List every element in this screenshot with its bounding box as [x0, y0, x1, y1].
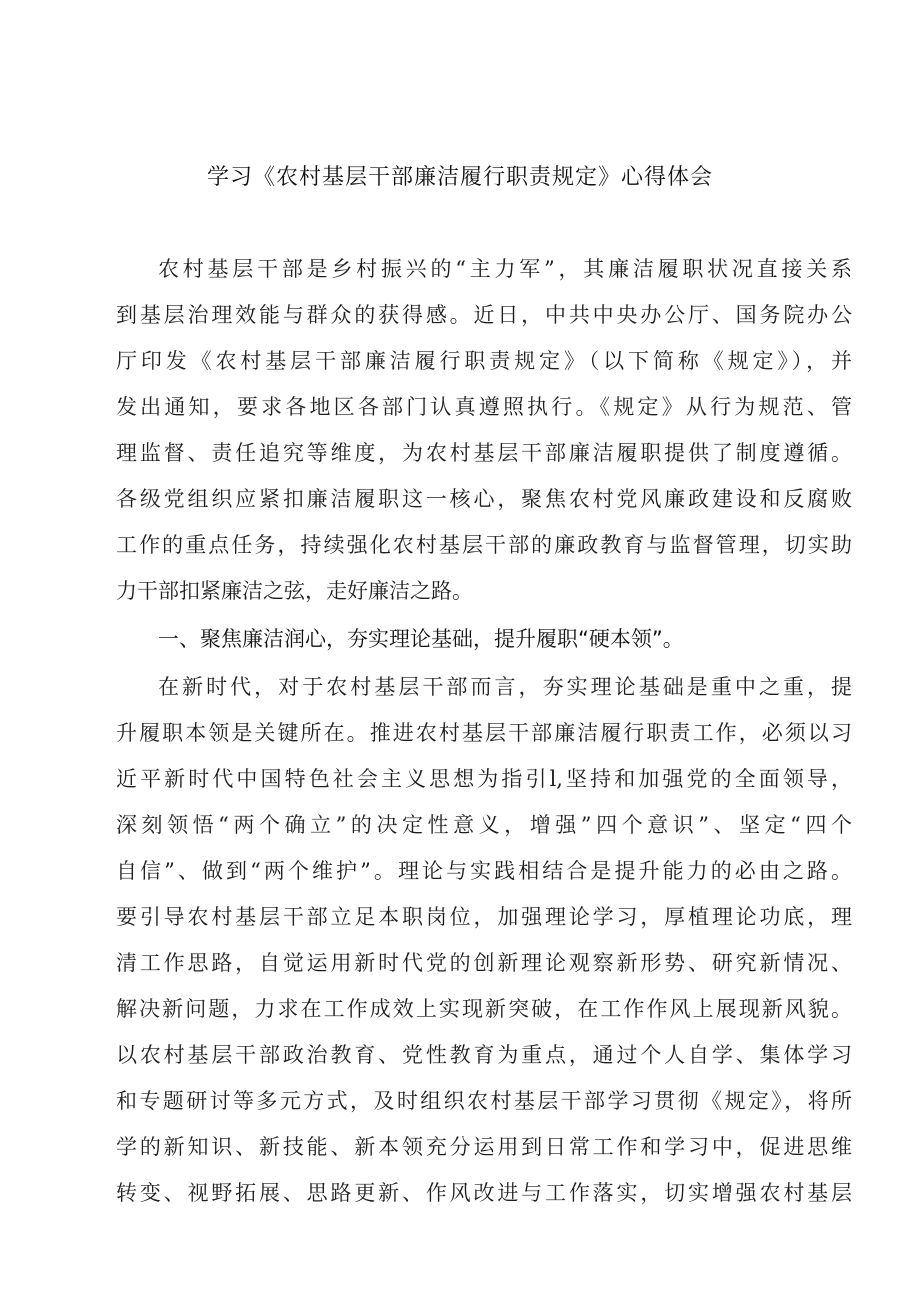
- paragraph-line: 要引导农村基层干部立足本职岗位，加强理论学习，厚植理论功底，理: [116, 905, 852, 929]
- paragraph-line: 工作的重点任务，持续强化农村基层干部的廉政教育与监督管理，切实助: [116, 533, 852, 557]
- paragraph-line: 和专题研讨等多元方式，及时组织农村基层干部学习贯彻《规定》，将所: [116, 1089, 852, 1113]
- paragraph-line: 深刻领悟“两个确立”的决定性意义，增强”四个意识”、坚定“四个: [116, 813, 852, 837]
- paragraph-section-one: [116, 664, 852, 1216]
- paragraph-line: 解决新问题，力求在工作成效上实现新突破，在工作作风上展现新风貌。: [116, 997, 852, 1021]
- paragraph-line: 在新时代，对于农村基层干部而言，夯实理论基础是重中之重，提: [158, 675, 852, 699]
- paragraph-line: 清工作思路，自觉运用新时代党的创新理论观察新形势、研究新情况、: [116, 951, 852, 975]
- paragraph-line: 各级党组织应紧扣廉洁履职这一核心，聚焦农村党风廉政建设和反腐败: [116, 487, 852, 511]
- paragraph-line: 以农村基层干部政治教育、党性教育为重点，通过个人自学、集体学习: [116, 1043, 852, 1067]
- paragraph-line: 到基层治理效能与群众的获得感。近日，中共中央办公厅、国务院办公: [116, 303, 852, 327]
- section-heading: 一、聚焦廉洁润心，夯实理论基础，提升履职“硬本领”。: [158, 627, 684, 651]
- paragraph-line: 自信”、做到“两个维护”。理论与实践相结合是提升能力的必由之路。: [116, 859, 852, 883]
- paragraph-line: 转变、视野拓展、思路更新、作风改进与工作落实，切实增强农村基层: [116, 1181, 852, 1205]
- document-body: [116, 246, 852, 1216]
- paragraph-line: 农村基层干部是乡村振兴的“主力军”，其廉洁履职状况直接关系: [158, 257, 852, 281]
- paragraph-line: 理监督、责任追究等维度，为农村基层干部廉洁履职提供了制度遵循。: [116, 441, 852, 465]
- paragraph-line: 近平新时代中国特色社会主义思想为指引l,坚持和加强党的全面领导，: [116, 767, 852, 791]
- paragraph-line: 学的新知识、新技能、新本领充分运用到日常工作和学习中，促进思维: [116, 1135, 852, 1159]
- paragraph-intro: [116, 246, 852, 614]
- paragraph-line: 力干部扣紧廉洁之弦，走好廉洁之路。: [116, 579, 473, 603]
- paragraph-line: 发出通知，要求各地区各部门认真遵照执行。《规定》从行为规范、管: [116, 395, 852, 419]
- paragraph-line: 升履职本领是关键所在。推进农村基层干部廉洁履行职责工作，必须以习: [116, 721, 852, 745]
- paragraph-line: 厅印发《农村基层干部廉洁履行职责规定》（以下简称《规定》），并: [116, 349, 852, 373]
- document-title: 学习《农村基层干部廉洁履行职责规定》心得体会: [206, 165, 713, 190]
